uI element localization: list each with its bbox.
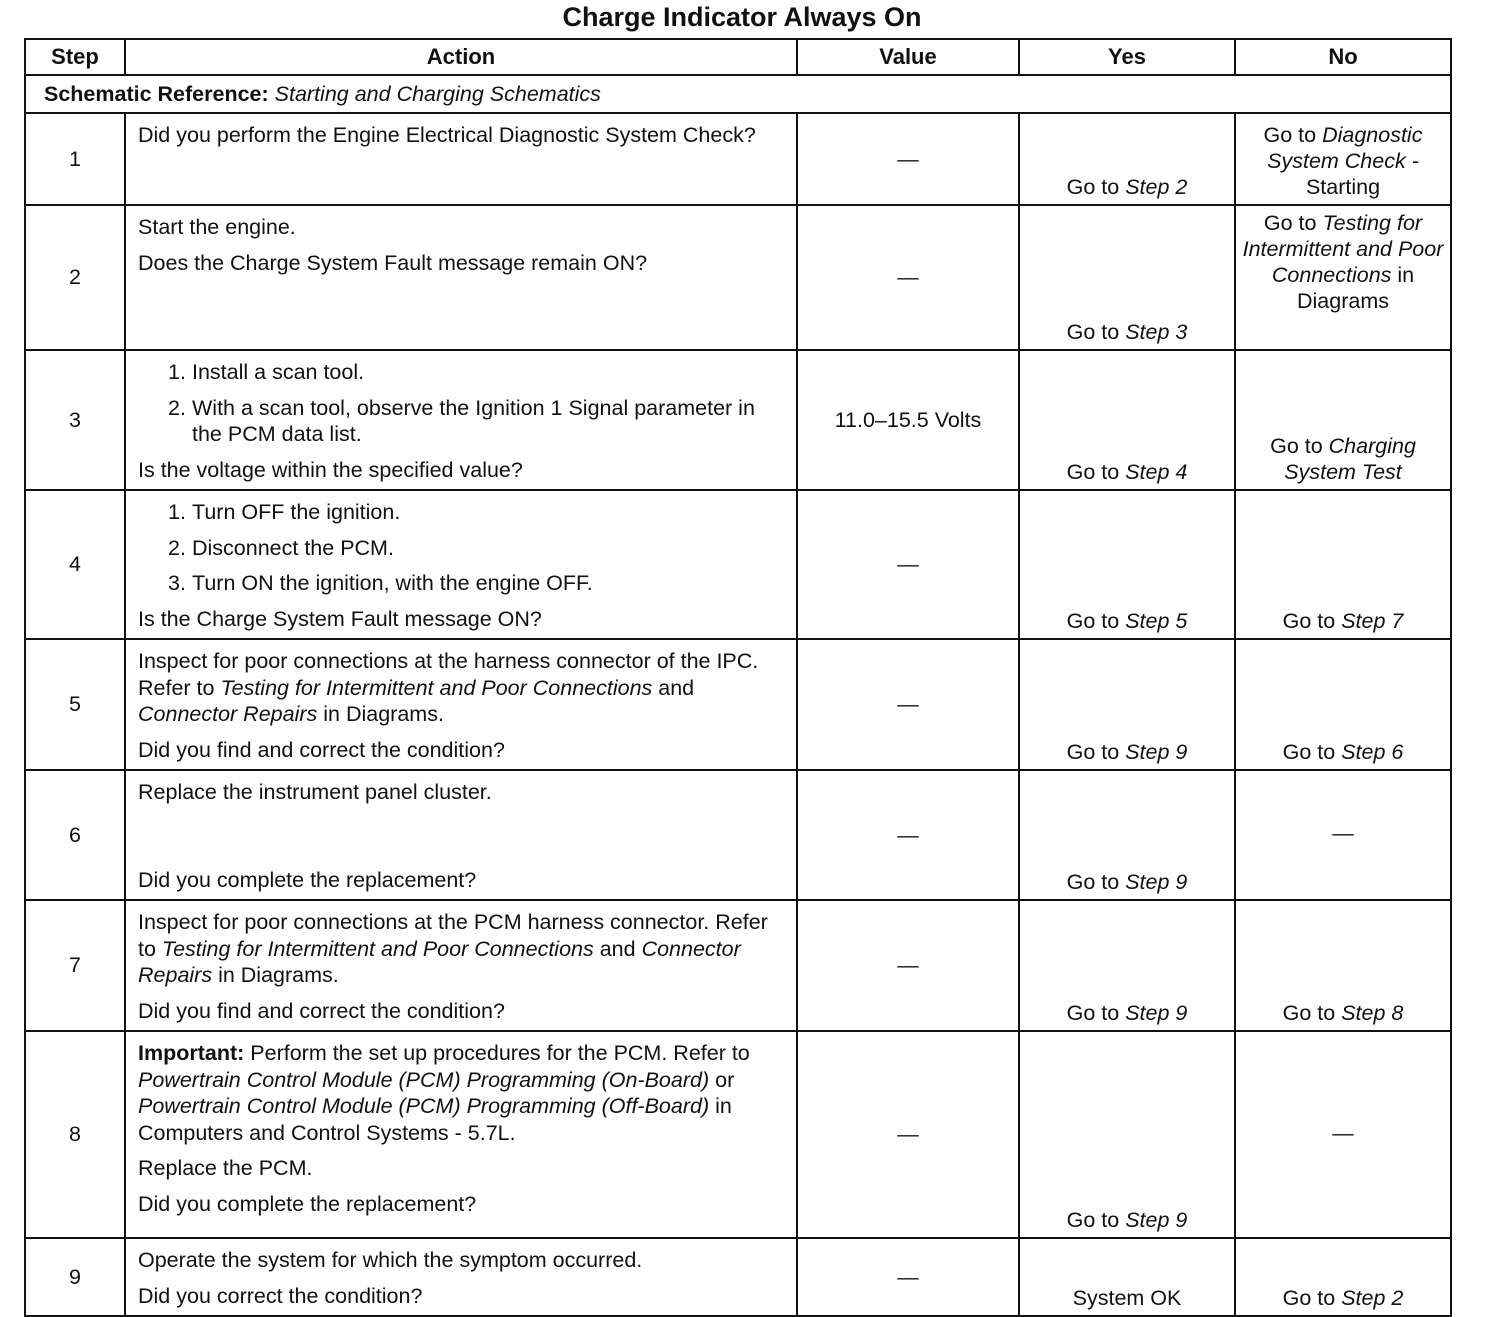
no-link[interactable]: Diagnostic System Check - <box>1267 123 1423 173</box>
action-cell <box>125 113 797 205</box>
no-link[interactable]: Step 2 <box>1341 1286 1404 1310</box>
yes-prefix: Go to <box>1066 740 1126 764</box>
list-item: With a scan tool, observe the Ignition 1 Signal parameter in the PCM data list. <box>192 395 755 446</box>
reference-link[interactable]: Connector Repairs <box>138 702 318 726</box>
yes-link[interactable]: Step 4 <box>1125 460 1188 484</box>
no-link[interactable]: Step 8 <box>1341 1001 1404 1025</box>
reference-link[interactable]: Testing for Intermittent and Poor Connections <box>220 675 653 700</box>
table-row <box>25 1031 1451 1238</box>
table-row <box>25 205 1451 350</box>
reference-link[interactable]: Testing for Intermittent and Poor Connections <box>161 936 594 961</box>
action-text-part: Inspect for poor connections at the PCM harness connector. Refer to <box>138 910 768 961</box>
reference-link[interactable]: Connector Repairs <box>138 936 741 987</box>
value-cell: 11.0–15.5 Volts <box>797 350 1019 490</box>
yes-cell <box>1019 639 1235 770</box>
table-row <box>25 900 1451 1031</box>
action-question: Did you find and correct the condition? <box>138 737 505 762</box>
action-text-part: and <box>652 675 695 700</box>
yes-cell <box>1019 1031 1235 1238</box>
yes-prefix: Go to <box>1066 460 1126 484</box>
list-item: Disconnect the PCM. <box>192 535 394 560</box>
table-row <box>25 1238 1451 1316</box>
action-text-part: or <box>709 1067 735 1092</box>
list-item: Turn OFF the ignition. <box>192 500 401 524</box>
action-text: Replace the instrument panel cluster. <box>138 780 492 804</box>
reference-link[interactable]: Powertrain Control Module (PCM) Programming (On-Board) <box>138 1067 710 1092</box>
yes-prefix: Go to <box>1066 320 1126 344</box>
action-text-part: and <box>593 936 642 961</box>
header-row <box>25 39 1451 75</box>
action-cell <box>125 900 797 1031</box>
no-cell <box>1235 350 1451 490</box>
yes-cell <box>1019 490 1235 639</box>
step-number: 7 <box>25 900 125 1031</box>
reference-link[interactable]: Starting and Charging Schematics <box>274 81 601 106</box>
diagnostic-table <box>24 38 1452 1317</box>
yes-prefix: Go to <box>1066 175 1126 199</box>
value-cell: — <box>797 1238 1019 1316</box>
action-text: Did you perform the Engine Electrical Diagnostic System Check? <box>138 123 756 147</box>
no-link[interactable]: Testing for Intermittent and Poor Connections <box>1242 211 1444 287</box>
schematic-reference-row <box>25 75 1451 113</box>
action-text <box>138 909 786 989</box>
page-title: Charge Indicator Always On <box>562 2 922 32</box>
action-question: Did you complete the replacement? <box>138 1191 477 1216</box>
action-cell <box>125 490 797 639</box>
no-prefix: Go to <box>1282 1001 1342 1025</box>
action-list <box>138 499 786 597</box>
no-prefix: Go to <box>1282 609 1342 633</box>
yes-link[interactable]: Step 9 <box>1125 870 1188 894</box>
list-item: Install a scan tool. <box>192 360 365 384</box>
value-cell: — <box>797 639 1019 770</box>
reference-link[interactable]: Powertrain Control Module (PCM) Programming (Off-Board) <box>138 1094 710 1118</box>
no-suffix: in Diagrams <box>1297 263 1415 313</box>
action-question: Is the Charge System Fault message ON? <box>138 606 542 631</box>
header-no: No <box>1235 39 1451 75</box>
action-text-part: Perform the set up procedures for the PCM. Refer to <box>244 1041 750 1065</box>
important-label: Important: <box>138 1041 245 1065</box>
no-cell <box>1235 205 1451 350</box>
no-prefix: Go to <box>1282 1286 1342 1310</box>
yes-prefix: Go to <box>1066 1208 1126 1232</box>
no-prefix: Go to <box>1263 123 1323 147</box>
action-text: Operate the system for which the symptom occurred. <box>138 1248 643 1272</box>
no-cell: — <box>1235 1031 1451 1238</box>
list-item: Turn ON the ignition, with the engine OFF. <box>192 571 593 595</box>
action-text <box>138 648 786 728</box>
action-cell <box>125 639 797 770</box>
action-text-part: in Diagrams. <box>317 702 444 726</box>
step-number: 3 <box>25 350 125 490</box>
schematic-reference <box>25 75 1451 113</box>
yes-cell <box>1019 900 1235 1031</box>
action-question: Is the voltage within the specified value? <box>138 457 523 482</box>
yes-link[interactable]: Step 9 <box>1125 1001 1188 1025</box>
no-prefix: Go to <box>1282 740 1342 764</box>
yes-link[interactable]: Step 3 <box>1125 320 1188 344</box>
value-cell: — <box>797 900 1019 1031</box>
no-cell <box>1235 113 1451 205</box>
no-cell <box>1235 490 1451 639</box>
table-row <box>25 113 1451 205</box>
no-link[interactable]: Step 6 <box>1341 740 1404 764</box>
value-cell: — <box>797 113 1019 205</box>
yes-prefix: Go to <box>1066 609 1126 633</box>
yes-cell: System OK <box>1019 1238 1235 1316</box>
value-cell: — <box>797 205 1019 350</box>
no-prefix: Go to <box>1270 434 1329 458</box>
action-cell <box>125 205 797 350</box>
no-cell: — <box>1235 770 1451 900</box>
value-cell: — <box>797 1031 1019 1238</box>
header-value: Value <box>797 39 1019 75</box>
header-step: Step <box>25 39 125 75</box>
value-cell: — <box>797 770 1019 900</box>
reference-label: Schematic Reference: <box>44 81 269 106</box>
action-text: Replace the PCM. <box>138 1156 313 1180</box>
yes-link[interactable]: Step 9 <box>1125 1208 1188 1232</box>
action-cell <box>125 1031 797 1238</box>
action-question: Did you correct the condition? <box>138 1283 423 1308</box>
step-number: 4 <box>25 490 125 639</box>
no-link[interactable]: Step 7 <box>1341 609 1404 633</box>
yes-link[interactable]: Step 5 <box>1125 609 1188 633</box>
no-suffix: Starting <box>1305 175 1381 199</box>
yes-cell <box>1019 113 1235 205</box>
action-list <box>138 359 786 448</box>
yes-prefix: Go to <box>1066 870 1126 894</box>
no-cell <box>1235 1238 1451 1316</box>
yes-link[interactable]: Step 9 <box>1125 740 1188 764</box>
step-number: 6 <box>25 770 125 900</box>
step-number: 5 <box>25 639 125 770</box>
value-cell: — <box>797 490 1019 639</box>
no-prefix: Go to <box>1263 211 1323 235</box>
action-cell <box>125 350 797 490</box>
step-number: 2 <box>25 205 125 350</box>
yes-prefix: Go to <box>1066 1001 1126 1025</box>
action-cell <box>125 770 797 900</box>
action-cell <box>125 1238 797 1316</box>
step-number: 1 <box>25 113 125 205</box>
action-question: Did you find and correct the condition? <box>138 998 505 1023</box>
no-link[interactable]: Charging System Test <box>1284 434 1416 484</box>
table-row <box>25 639 1451 770</box>
action-text-part: in Diagrams. <box>212 963 339 987</box>
yes-cell <box>1019 770 1235 900</box>
yes-cell <box>1019 205 1235 350</box>
step-number: 9 <box>25 1238 125 1316</box>
step-number: 8 <box>25 1031 125 1238</box>
header-action: Action <box>125 39 797 75</box>
action-text-part: in Computers and Control Systems - 5.7L. <box>138 1094 732 1145</box>
yes-cell <box>1019 350 1235 490</box>
no-cell <box>1235 639 1451 770</box>
yes-link[interactable]: Step 2 <box>1125 175 1188 199</box>
header-yes: Yes <box>1019 39 1235 75</box>
no-cell <box>1235 900 1451 1031</box>
table-row <box>25 490 1451 639</box>
action-text: Start the engine. <box>138 215 296 239</box>
action-text-part: Inspect for poor connections at the harness connector of the IPC. Refer to <box>138 649 759 700</box>
action-question: Did you complete the replacement? <box>138 867 477 892</box>
action-question: Does the Charge System Fault message remain ON? <box>138 250 648 275</box>
table-row <box>25 770 1451 900</box>
table-row <box>25 350 1451 490</box>
action-text <box>138 1040 786 1146</box>
